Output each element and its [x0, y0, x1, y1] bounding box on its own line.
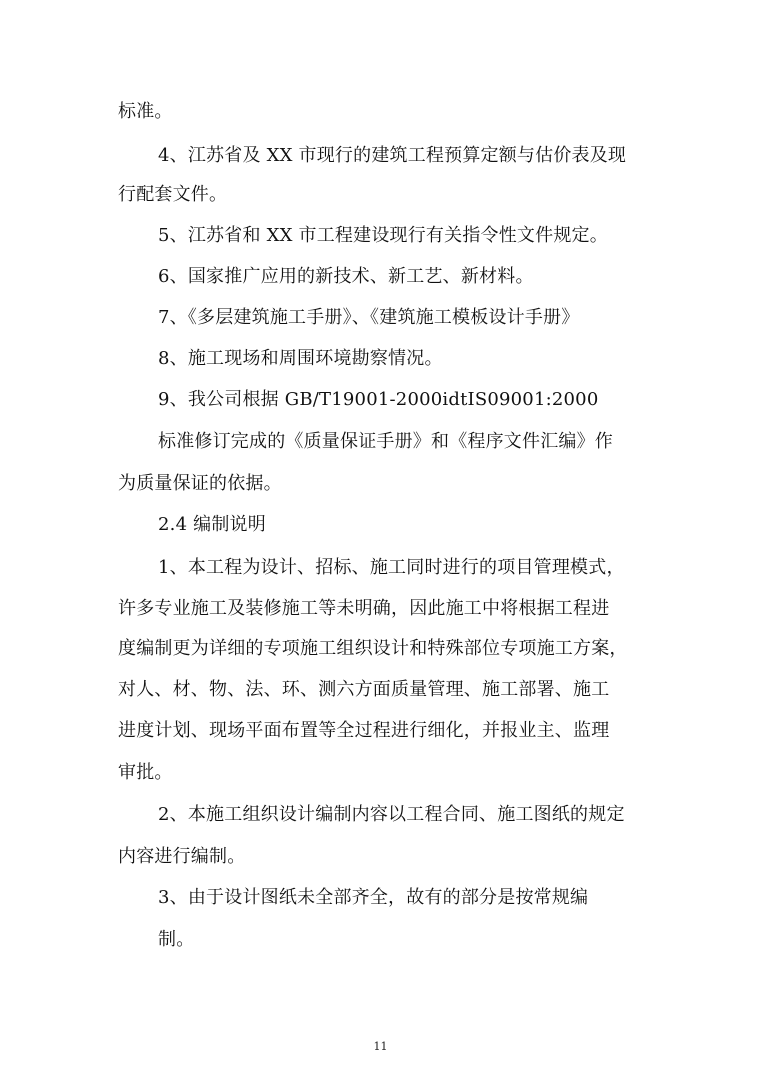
text-line: 1、本工程为设计、招标、施工同时进行的项目管理模式， [158, 557, 625, 578]
text-line: 进度计划、现场平面布置等全过程进行细化，并报业主、监理 [118, 720, 610, 741]
text-line: 制。 [158, 929, 195, 950]
text-line: 标准修订完成的《质量保证手册》和《程序文件汇编》作 [158, 431, 613, 452]
text-line: 7、《多层建筑施工手册》、《建筑施工模板设计手册》 [158, 307, 580, 328]
text-line: 8、施工现场和周围环境勘察情况。 [158, 348, 443, 369]
text-line: 行配套文件。 [118, 184, 228, 205]
section-heading: 2.4 编制说明 [158, 514, 266, 535]
text-line: 度编制更为详细的专项施工组织设计和特殊部位专项施工方案， [118, 638, 628, 659]
text-line: 审批。 [118, 762, 173, 783]
text-line: 内容进行编制。 [118, 846, 246, 867]
text-line: 标准。 [118, 101, 173, 122]
text-line: 4、江苏省及 XX 市现行的建筑工程预算定额与估价表及现 [158, 145, 627, 166]
text-line: 6、国家推广应用的新技术、新工艺、新材料。 [158, 266, 534, 287]
text-line: 对人、材、物、法、环、测六方面质量管理、施工部署、施工 [118, 679, 610, 700]
text-line: 许多专业施工及装修施工等未明确，因此施工中将根据工程进 [118, 598, 610, 619]
text-line: 9、我公司根据 GB/T19001-2000idtIS09001:2000 [158, 389, 599, 410]
page-number: 11 [373, 1040, 388, 1053]
text-line: 3、由于设计图纸未全部齐全，故有的部分是按常规编 [158, 887, 589, 908]
text-line: 为质量保证的依据。 [118, 473, 282, 494]
text-line: 2、本施工组织设计编制内容以工程合同、施工图纸的规定 [158, 804, 625, 825]
text-line: 5、江苏省和 XX 市工程建设现行有关指令性文件规定。 [158, 225, 608, 246]
